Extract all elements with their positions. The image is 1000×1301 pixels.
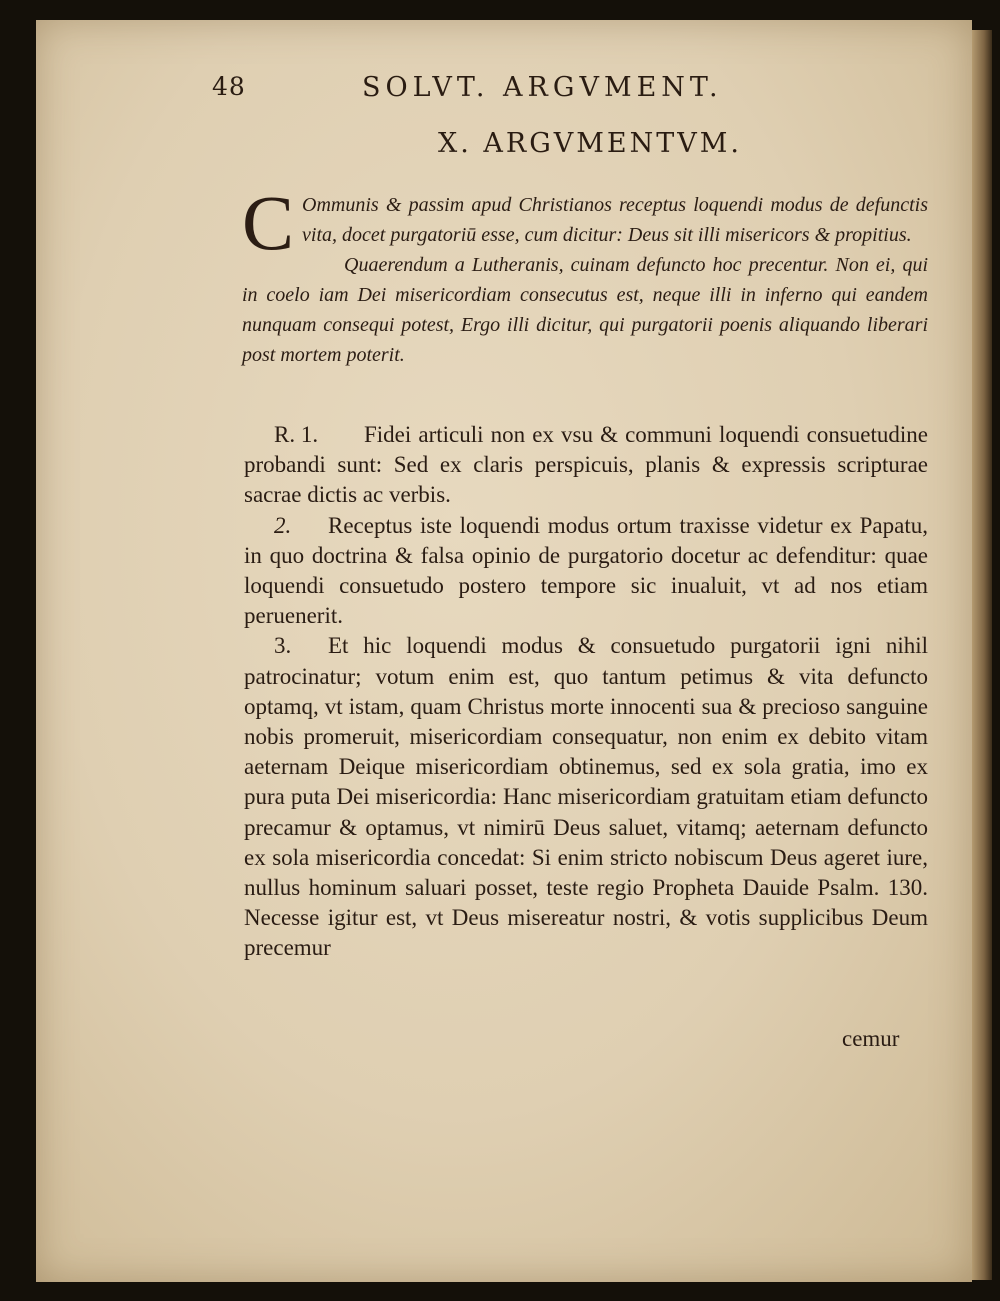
response-paragraph-2 bbox=[244, 511, 928, 632]
response-text: Receptus iste loquendi modus ortum traxisse videtur ex Papatu, in quo doctrina & falsa opinio de purgatorio docetur ac defenditur: quae loquendi consuetudo postero tempore sic inualuit, vt ad nos etiam peruenerit. bbox=[244, 512, 928, 629]
running-title: SOLVT. ARGVMENT. bbox=[362, 72, 723, 103]
argument-block bbox=[242, 179, 928, 370]
argument-paragraph-1: Ommunis & passim apud Christianos receptus loquendi modus de defunctis vita, docet purgatoriū esse, cum dicitur: Deus sit illi misericors & propitius. bbox=[302, 194, 928, 246]
catchword: cemur bbox=[842, 1026, 900, 1051]
response-text: Et hic loquendi modus & consuetudo purgatorii igni nihil patrocinatur; votum enim est, quo tantum petimus & vita defuncto optamq, vt istam, quam Christus morte innocenti sua & precioso sanguine nobis promeruit, misericordiam consequatur, non enim ex debito vitam aeternam Deique misericordiam obtinemus, sed ex sola gratia, imo ex pura puta Dei misericordia: Hanc misericordiam gratuitam etiam defuncto precamur & optamus, vt nimirū Deus saluet, vitamq; aeternam defuncto ex sola misericordia concedat: Si enim stricto nobiscum Deus ageret iure, nullus hominum saluari posset, teste regio Propheta Dauide Psalm. 130. Necesse igitur est, vt Deus misereatur nostri, & votis supplicibus Deum precemur bbox=[244, 633, 928, 961]
responses-block bbox=[244, 420, 928, 964]
response-number: R. 1. bbox=[274, 422, 319, 447]
section-title: X. ARGVMENTVM. bbox=[438, 128, 742, 159]
response-text: Fidei articuli non ex vsu & communi loquendi consuetudine probandi sunt: Sed ex claris perspicuis, planis & expressis scripturae sacrae dictis ac verbis. bbox=[244, 422, 928, 508]
response-paragraph-3 bbox=[244, 631, 928, 963]
running-head bbox=[212, 70, 772, 110]
drop-cap: C bbox=[242, 179, 295, 266]
page-edge bbox=[972, 30, 992, 1280]
response-number: 2. bbox=[274, 512, 292, 538]
response-number: 3. bbox=[274, 633, 292, 659]
page-number: 48 bbox=[212, 72, 246, 101]
response-paragraph-1 bbox=[244, 420, 928, 511]
argument-paragraph-2: Quaerendum a Lutheranis, cuinam defuncto hoc precentur. Non ei, qui in coelo iam Dei misericordiam consecutus est, neque illi in inferno qui eandem nunquam consequi potest, Ergo illi dicitur, qui purgatorii poenis aliquando liberari post mortem poterit. bbox=[242, 254, 928, 366]
